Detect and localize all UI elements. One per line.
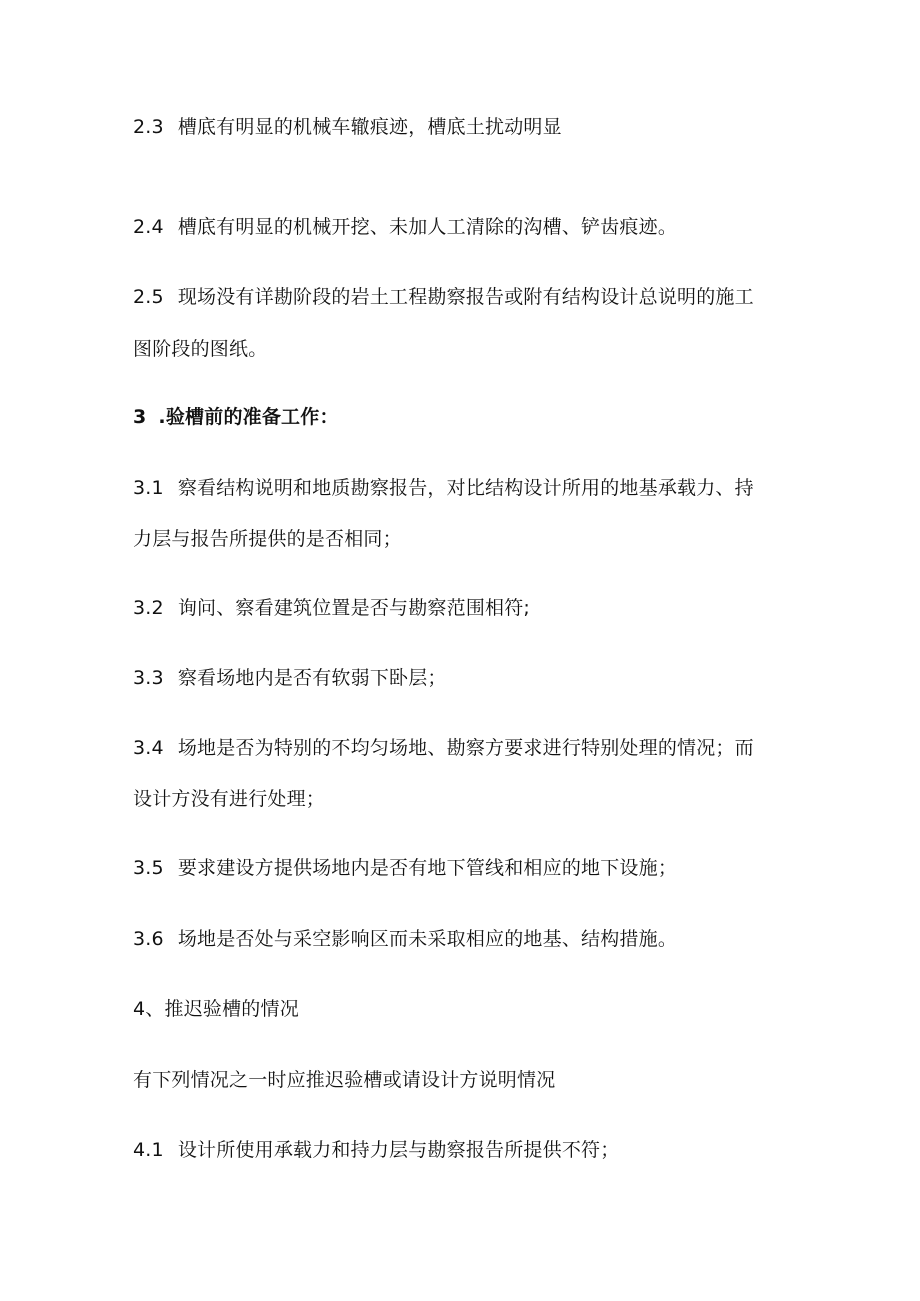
item-text-continued: 设计方没有进行处理； — [133, 788, 326, 810]
paragraph-2-5 — [133, 285, 754, 309]
item-text: 设计所使用承载力和持力层与勘察报告所提供不符； — [177, 1139, 620, 1161]
item-number: 3.1 — [133, 477, 164, 499]
item-number: 3.3 — [133, 667, 164, 689]
paragraph-3-6 — [133, 927, 677, 951]
paragraph-4-1 — [133, 1138, 619, 1162]
item-text: 场地是否为特别的不均匀场地、勘察方要求进行特别处理的情况；而 — [177, 737, 754, 759]
item-text: 现场没有详勘阶段的岩土工程勘察报告或附有结构设计总说明的施工 — [177, 286, 754, 308]
item-number: 3.2 — [133, 597, 164, 619]
paragraph-3-4 — [133, 736, 754, 760]
section-number: 3 — [133, 406, 147, 428]
section-title: 4、推迟验槽的情况 — [133, 998, 299, 1020]
section-heading-3 — [133, 405, 339, 429]
item-text: 槽底有明显的机械开挖、未加人工清除的沟槽、铲齿痕迹。 — [177, 216, 678, 238]
item-text: 槽底有明显的机械车辙痕迹，槽底土扰动明显 — [177, 116, 562, 138]
item-number: 2.3 — [133, 116, 164, 138]
section-heading-4 — [133, 997, 299, 1021]
paragraph-3-3 — [133, 666, 447, 690]
paragraph-2-4 — [133, 215, 677, 239]
item-text-continued: 图阶段的图纸。 — [133, 338, 268, 360]
paragraph-intro-4 — [133, 1068, 555, 1092]
paragraph-3-5 — [133, 856, 677, 880]
section-title: .验槽前的准备工作： — [158, 406, 339, 428]
item-text: 察看结构说明和地质勘察报告，对比结构设计所用的地基承载力、持 — [177, 477, 754, 499]
item-number: 2.4 — [133, 216, 164, 238]
paragraph-3-1-continuation — [133, 527, 402, 551]
item-number: 3.4 — [133, 737, 164, 759]
item-text: 场地是否处与采空影响区而未采取相应的地基、结构措施。 — [177, 928, 678, 950]
item-number: 3.5 — [133, 857, 164, 879]
item-number: 3.6 — [133, 928, 164, 950]
paragraph-3-4-continuation — [133, 787, 325, 811]
paragraph-3-1 — [133, 476, 754, 500]
item-text-continued: 力层与报告所提供的是否相同； — [133, 528, 402, 550]
paragraph-2-3 — [133, 115, 562, 139]
paragraph-2-5-continuation — [133, 337, 267, 361]
item-number: 2.5 — [133, 286, 164, 308]
item-text: 察看场地内是否有软弱下卧层； — [177, 667, 447, 689]
item-text: 有下列情况之一时应推迟验槽或请设计方说明情况 — [133, 1069, 556, 1091]
item-text: 要求建设方提供场地内是否有地下管线和相应的地下设施； — [177, 857, 678, 879]
item-number: 4.1 — [133, 1139, 164, 1161]
item-text: 询问、察看建筑位置是否与勘察范围相符; — [177, 597, 531, 619]
paragraph-3-2 — [133, 596, 530, 620]
